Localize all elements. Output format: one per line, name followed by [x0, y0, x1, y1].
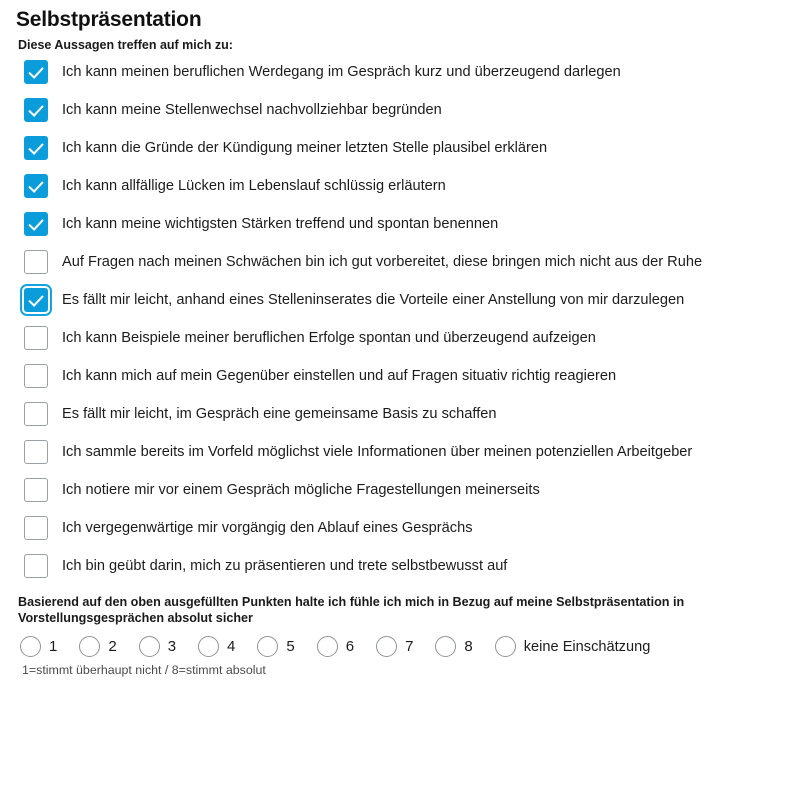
rating-option-label: 8 — [464, 638, 473, 655]
checkbox-checked-icon[interactable] — [24, 136, 48, 160]
rating-option[interactable] — [495, 636, 651, 657]
rating-option-label: keine Einschätzung — [523, 638, 651, 655]
rating-option[interactable] — [20, 636, 57, 657]
rating-option-label: 1 — [49, 638, 58, 655]
radio-icon[interactable] — [257, 636, 278, 657]
checkbox-checked-icon[interactable] — [24, 288, 48, 312]
checklist-item[interactable] — [16, 288, 773, 314]
checklist-item-label: Ich kann die Gründe der Kündigung meiner letzten Stelle plausibel erklären — [62, 140, 548, 156]
checklist-item-label: Ich notiere mir vor einem Gespräch mögliche Fragestellungen meinerseits — [62, 482, 540, 498]
rating-option[interactable] — [139, 636, 176, 657]
rating-option[interactable] — [198, 636, 235, 657]
checkbox-checked-icon[interactable] — [24, 212, 48, 236]
rating-option[interactable] — [79, 636, 116, 657]
scale-legend: 1=stimmt überhaupt nicht / 8=stimmt absolut — [22, 663, 266, 677]
checklist-item[interactable] — [16, 98, 773, 124]
checklist-item-label: Es fällt mir leicht, anhand eines Stelleninserates die Vorteile einer Anstellung von mir darzulegen — [62, 292, 685, 308]
checklist-item[interactable] — [16, 250, 773, 276]
radio-icon[interactable] — [198, 636, 219, 657]
radio-icon[interactable] — [376, 636, 397, 657]
rating-option-label: 6 — [345, 638, 355, 655]
checklist-item[interactable] — [16, 478, 773, 504]
checkbox-unchecked-icon[interactable] — [24, 326, 48, 350]
checklist-item-label: Ich kann allfällige Lücken im Lebenslauf schlüssig erläutern — [62, 178, 446, 194]
checkbox-unchecked-icon[interactable] — [24, 402, 48, 426]
checklist-item-label: Ich kann meine Stellenwechsel nachvollziehbar begründen — [62, 102, 442, 118]
radio-icon[interactable] — [139, 636, 160, 657]
checklist-item-label: Ich vergegenwärtige mir vorgängig den Ablauf eines Gesprächs — [62, 520, 473, 536]
checklist-item[interactable] — [16, 402, 773, 428]
radio-icon[interactable] — [79, 636, 100, 657]
checklist-item[interactable] — [16, 60, 773, 86]
rating-option-label: 3 — [167, 638, 177, 655]
checklist-item[interactable] — [16, 364, 773, 390]
checkbox-unchecked-icon[interactable] — [24, 478, 48, 502]
rating-option[interactable] — [257, 636, 294, 657]
rating-question: Basierend auf den oben ausgefüllten Punkten halte ich fühle ich mich in Bezug auf meine Selbstpräsentation in Vorstellungsgesprächen absolut sicher — [18, 595, 685, 625]
checklist-item-label: Ich sammle bereits im Vorfeld möglichst viele Informationen über meinen potenziellen Arbeitgeber — [62, 444, 693, 460]
rating-option[interactable] — [435, 636, 472, 657]
page-title: Selbstpräsentation — [16, 8, 202, 31]
checkbox-unchecked-icon[interactable] — [24, 554, 48, 578]
checklist-item-label: Auf Fragen nach meinen Schwächen bin ich gut vorbereitet, diese bringen mich nicht aus der Ruhe — [62, 254, 703, 270]
rating-option-label: 4 — [227, 638, 236, 655]
checklist-item-label: Ich kann Beispiele meiner beruflichen Erfolge spontan und überzeugend aufzeigen — [62, 330, 596, 346]
checklist-item-label: Ich bin geübt darin, mich zu präsentieren und trete selbstbewusst auf — [62, 558, 508, 574]
checkbox-unchecked-icon[interactable] — [24, 440, 48, 464]
checklist-item-label: Ich kann mich auf mein Gegenüber einstellen und auf Fragen situativ richtig reagieren — [62, 368, 617, 384]
checkbox-unchecked-icon[interactable] — [24, 364, 48, 388]
checkbox-checked-icon[interactable] — [24, 60, 48, 84]
checkbox-checked-icon[interactable] — [24, 174, 48, 198]
rating-option[interactable] — [317, 636, 354, 657]
checklist-item[interactable] — [16, 326, 773, 352]
checkbox-unchecked-icon[interactable] — [24, 250, 48, 274]
checklist-item[interactable] — [16, 516, 773, 542]
checklist-item[interactable] — [16, 174, 773, 200]
radio-icon[interactable] — [495, 636, 516, 657]
checklist-item[interactable] — [16, 212, 773, 238]
checklist-item[interactable] — [16, 554, 773, 580]
form-subtitle: Diese Aussagen treffen auf mich zu: — [18, 38, 233, 52]
rating-option[interactable] — [376, 636, 413, 657]
checklist-item-label: Ich kann meinen beruflichen Werdegang im Gespräch kurz und überzeugend darlegen — [62, 64, 621, 80]
rating-option-label: 2 — [108, 638, 117, 655]
checklist-item-label: Es fällt mir leicht, im Gespräch eine gemeinsame Basis zu schaffen — [62, 406, 497, 422]
rating-scale — [20, 636, 773, 657]
checklist-item-label: Ich kann meine wichtigsten Stärken treffend und spontan benennen — [62, 216, 499, 232]
rating-option-label: 7 — [405, 638, 414, 655]
rating-option-label: 5 — [286, 638, 295, 655]
checklist-item[interactable] — [16, 136, 773, 162]
radio-icon[interactable] — [317, 636, 338, 657]
checkbox-checked-icon[interactable] — [24, 98, 48, 122]
checklist-item[interactable] — [16, 440, 773, 466]
radio-icon[interactable] — [20, 636, 41, 657]
radio-icon[interactable] — [435, 636, 456, 657]
checkbox-unchecked-icon[interactable] — [24, 516, 48, 540]
statement-checklist — [16, 60, 773, 580]
